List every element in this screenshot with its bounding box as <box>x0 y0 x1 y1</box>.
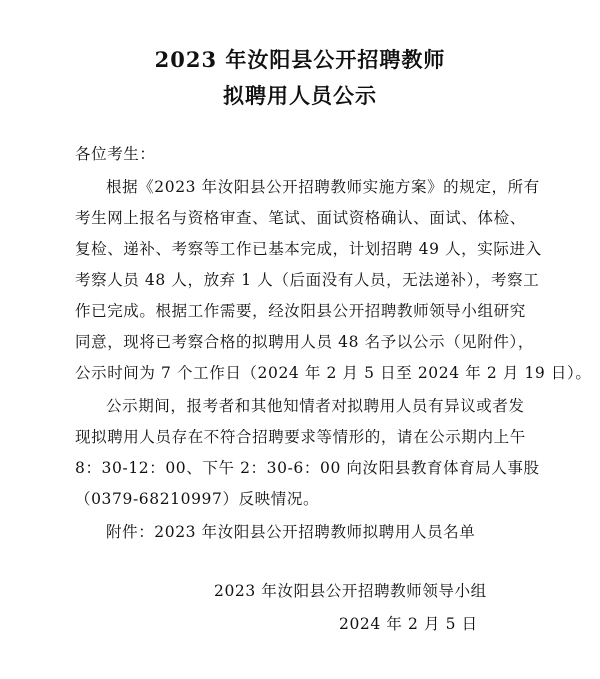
body-line-1: 根据《2023 年汝阳县公开招聘教师实施方案》的规定，所有 <box>106 178 540 196</box>
page-subtitle: 拟聘用人员公示 <box>223 83 377 108</box>
signature-date: 2024 年 2 月 5 日 <box>339 615 478 633</box>
body-line-2: 考生网上报名与资格审查、笔试、面试资格确认、面试、体检、 <box>75 209 526 227</box>
body-line-6: 同意，现将已考察合格的拟聘用人员 48 名予以公示（见附件）， <box>75 333 534 351</box>
body-line-8: 公示期间，报考者和其他知情者对拟聘用人员有异议或者发 <box>106 397 525 415</box>
body-line-4: 考察人员 48 人，放弃 1 人（后面没有人员，无法递补），考察工 <box>75 271 540 289</box>
body-line-3: 复检、递补、考察等工作已基本完成，计划招聘 49 人，实际进入 <box>75 240 542 258</box>
body-line-5: 作已完成。根据工作需要，经汝阳县公开招聘教师领导小组研究 <box>75 302 526 320</box>
page-title: 2023 年汝阳县公开招聘教师 <box>154 47 446 72</box>
body-line-10: 8：30-12：00、下午 2：30-6：00 向汝阳县教育体育局人事股 <box>75 459 540 477</box>
body-line-11: （0379-68210997）反映情况。 <box>75 490 320 508</box>
signature-organization: 2023 年汝阳县公开招聘教师领导小组 <box>214 582 487 600</box>
body-line-9: 现拟聘用人员存在不符合招聘要求等情形的，请在公示期内上午 <box>75 428 526 446</box>
attachment-note: 附件：2023 年汝阳县公开招聘教师拟聘用人员名单 <box>106 523 476 541</box>
body-line-7: 公示时间为 7 个工作日（2024 年 2 月 5 日至 2024 年 2 月 19 日）。 <box>75 364 592 382</box>
salutation: 各位考生： <box>75 145 156 163</box>
